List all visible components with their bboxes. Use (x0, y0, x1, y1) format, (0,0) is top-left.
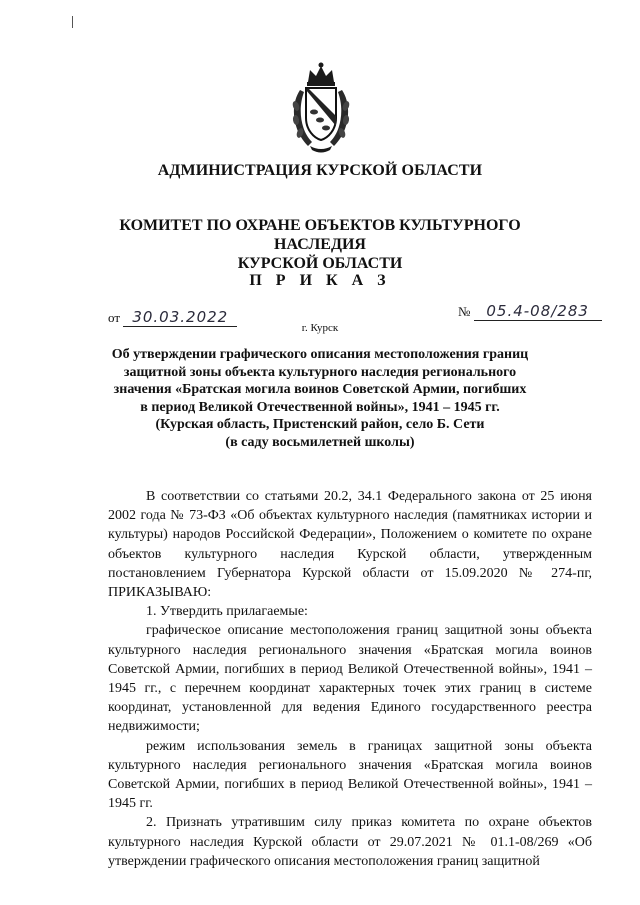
order-title-line: в период Великой Отечественной войны», 1941 – 1945 гг. (140, 399, 500, 415)
committee-title-line1: КОМИТЕТ ПО ОХРАНЕ ОБЪЕКТОВ КУЛЬТУРНОГО НАСЛЕДИЯ (119, 217, 521, 253)
scan-mark (72, 16, 73, 28)
order-body (108, 487, 592, 871)
organization-title: АДМИНИСТРАЦИЯ КУРСКОЙ ОБЛАСТИ (157, 162, 483, 179)
order-title-line: защитной зоны объекта культурного наследия регионального (123, 364, 517, 380)
order-title (100, 346, 540, 451)
committee-title (80, 216, 560, 273)
city-label: г. Курск (301, 322, 339, 334)
order-title-line: (в саду восьмилетней школы) (225, 434, 415, 450)
committee-title-line2: КУРСКОЙ ОБЛАСТИ (237, 255, 403, 272)
body-paragraph: графическое описание местоположения границ защитной зоны объекта культурного наследия регионального значения «Братская могила воинов Советской Армии, погибших в период Великой Отечественной войны», 1941 – 1945 гг., с перечнем координат характерных точек этих границ в системе координат, установленной для ведения Единого государственного реестра недвижимости; (108, 623, 592, 735)
number-prefix: № (458, 304, 471, 319)
number-field (458, 302, 602, 321)
body-paragraph: В соответствии со статьями 20.2, 34.1 Федерального закона от 25 июня 2002 года № 73-ФЗ «Об объектах культурного наследия (памятниках истории и культуры) народов Российской Федерации», Положением о комитете по охране объектов культурного наследия Курской области, утвержденным постановлением Губернатора Курской области от 15.09.2020 № 274-пг, ПРИКАЗЫВАЮ: (108, 489, 592, 601)
coat-of-arms-icon (286, 60, 356, 156)
order-title-line: (Курская область, Пристенский район, село Б. Сети (155, 417, 485, 432)
number-value: 05.4-08/283 (474, 302, 602, 321)
order-title-line: Об утверждении графического описания местоположения границ (111, 347, 529, 362)
date-prefix: от (108, 310, 121, 325)
date-value: 30.03.2022 (123, 308, 237, 327)
order-title-line: значения «Братская могила воинов Советской Армии, погибших (113, 382, 527, 397)
body-paragraph: 1. Утвердить прилагаемые: (146, 604, 308, 620)
document-type: П Р И К А З (249, 272, 391, 289)
body-paragraph: режим использования земель в границах защитной зоны объекта культурного наследия регионального значения «Братская могила воинов Советской Армии, погибших в период Великой Отечественной войны», 1941 – 1945 гг. (108, 738, 592, 812)
body-paragraph: 2. Признать утратившим силу приказ комитета по охране объектов культурного наследия Курской области от 29.07.2021 № 01.1-08/269 «Об утверждении графического описания местоположения границ защитной (108, 815, 592, 869)
